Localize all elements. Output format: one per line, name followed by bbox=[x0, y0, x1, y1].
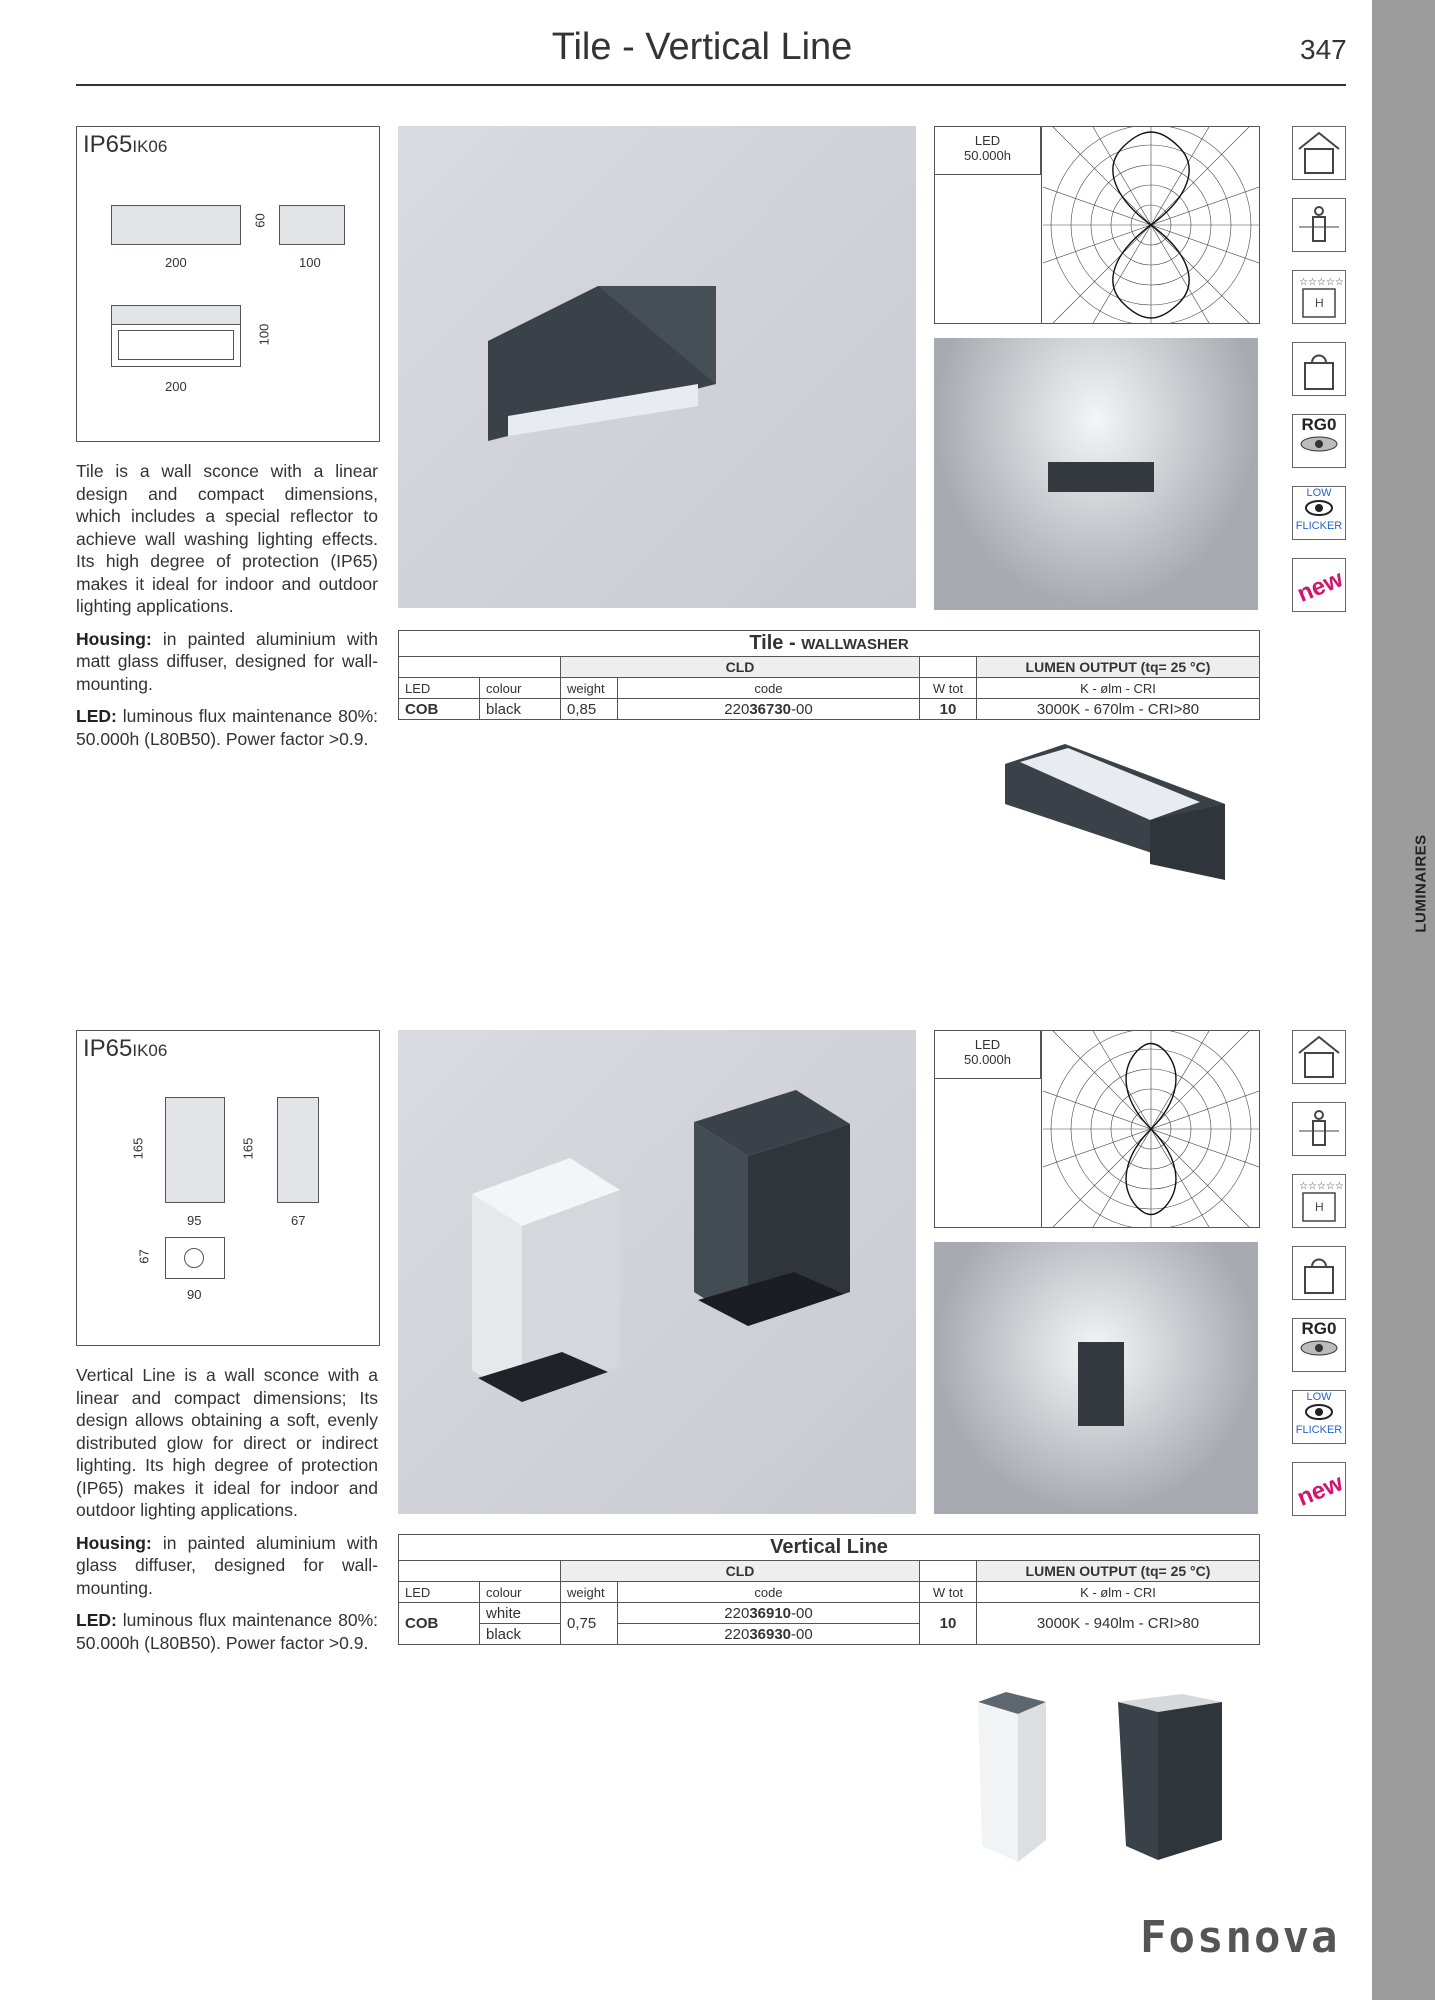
vertical-line-render bbox=[398, 1030, 916, 1514]
light-effect-photo-vertical-line bbox=[934, 1242, 1258, 1514]
side-view bbox=[277, 1097, 319, 1203]
front-view bbox=[165, 1097, 225, 1203]
dim-width: 95 bbox=[187, 1213, 202, 1228]
indoor-icon bbox=[1292, 126, 1346, 180]
dim-height: 60 bbox=[252, 213, 268, 228]
spec-table-tile bbox=[398, 630, 1260, 720]
tile-small-render bbox=[1000, 744, 1230, 880]
page-title: Tile - Vertical Line bbox=[551, 26, 853, 68]
dimension-box-tile bbox=[76, 126, 380, 442]
bottom-view bbox=[111, 305, 241, 367]
group-cld: CLD bbox=[561, 657, 920, 678]
h-k: K - ølm - CRI bbox=[977, 678, 1260, 699]
rg0-eye-icon: RG0 bbox=[1292, 414, 1346, 468]
h-wtot: W tot bbox=[920, 678, 977, 699]
low-flicker-icon: LOW FLICKER bbox=[1292, 1390, 1346, 1444]
header-rule bbox=[76, 84, 1346, 86]
table-title: Tile - WALLWASHER bbox=[399, 631, 1260, 657]
polar-grid bbox=[1043, 127, 1259, 323]
h-led: LED bbox=[399, 1582, 480, 1603]
tile-render bbox=[398, 126, 916, 608]
sidebar-band bbox=[1372, 0, 1435, 2000]
front-view bbox=[111, 205, 241, 245]
h-code: code bbox=[618, 678, 920, 699]
group-cld: CLD bbox=[561, 1561, 920, 1582]
height-person-icon bbox=[1292, 1102, 1346, 1156]
product-description: Tile is a wall sconce with a linear design and compact dimensions, which includes a special reflector to achieve wall washing lighting effects. Its high degree of protection (IP65) makes it ideal for indoor and outdoor lighting applications. Housing: in painted aluminium with matt glass diffuser, designed for wall-mounting. LED: luminous flux maintenance 80%: 50.000h (L80B50). Power factor >0.9. bbox=[76, 461, 378, 749]
polar-diagram-tile bbox=[934, 126, 1260, 324]
group-lumen: LUMEN OUTPUT (tq= 25 °C) bbox=[977, 1561, 1260, 1582]
svg-text:H: H bbox=[1315, 1200, 1324, 1214]
page-number: 347 bbox=[1300, 34, 1347, 65]
polar-diagram-vertical-line bbox=[934, 1030, 1260, 1228]
dim-depth: 67 bbox=[291, 1213, 306, 1228]
rg0-eye-icon: RG0 bbox=[1292, 1318, 1346, 1372]
h-led: LED bbox=[399, 678, 480, 699]
hotel-icon bbox=[1292, 270, 1346, 324]
shop-icon bbox=[1292, 1246, 1346, 1300]
protection-rating: IP65IK06 bbox=[83, 1035, 168, 1062]
polar-label: LED 50.000h bbox=[935, 1031, 1041, 1079]
dim-height-2: 100 bbox=[256, 323, 272, 346]
low-flicker-icon: LOW FLICKER bbox=[1292, 486, 1346, 540]
h-colour: colour bbox=[480, 678, 561, 699]
product-photo-vertical-line bbox=[398, 1030, 916, 1514]
table-row: black 22036930-00 bbox=[399, 1624, 1260, 1645]
brand-logo: Fosnova bbox=[1140, 1912, 1340, 1963]
h-wtot: W tot bbox=[920, 1582, 977, 1603]
dim-height-side: 165 bbox=[240, 1137, 256, 1160]
dim-depth: 100 bbox=[299, 255, 321, 270]
shop-icon bbox=[1292, 342, 1346, 396]
svg-text:☆☆☆☆☆: ☆☆☆☆☆ bbox=[1299, 1181, 1344, 1192]
h-weight: weight bbox=[561, 678, 618, 699]
group-lumen: LUMEN OUTPUT (tq= 25 °C) bbox=[977, 657, 1260, 678]
polar-grid bbox=[1043, 1031, 1259, 1227]
h-weight: weight bbox=[561, 1582, 618, 1603]
dimension-box-vertical-line bbox=[76, 1030, 380, 1346]
new-badge-icon: new bbox=[1292, 558, 1346, 612]
dim-depth-2: 67 bbox=[136, 1249, 152, 1264]
h-code: code bbox=[618, 1582, 920, 1603]
dim-height: 165 bbox=[130, 1137, 146, 1160]
polar-label: LED 50.000h bbox=[935, 127, 1041, 175]
table-title: Vertical Line bbox=[399, 1535, 1260, 1561]
protection-rating: IP65IK06 bbox=[83, 131, 168, 158]
bottom-view bbox=[165, 1237, 225, 1279]
h-k: K - ølm - CRI bbox=[977, 1582, 1260, 1603]
dim-width-2: 90 bbox=[187, 1287, 202, 1302]
hotel-icon bbox=[1292, 1174, 1346, 1228]
light-effect-photo-tile bbox=[934, 338, 1258, 610]
dim-width-2: 200 bbox=[165, 379, 187, 394]
table-row: COB white 0,75 22036910-00 10 3000K - 940lm - CRI>80 bbox=[399, 1603, 1260, 1624]
table-row: COB black 0,85 22036730-00 10 3000K - 670lm - CRI>80 bbox=[399, 699, 1260, 720]
new-badge-icon: new bbox=[1292, 1462, 1346, 1516]
svg-text:☆☆☆☆☆: ☆☆☆☆☆ bbox=[1299, 277, 1344, 288]
indoor-icon bbox=[1292, 1030, 1346, 1084]
lamp-shape bbox=[1078, 1342, 1124, 1426]
product-photo-tile bbox=[398, 126, 916, 608]
spec-table-vertical-line bbox=[398, 1534, 1260, 1645]
height-person-icon bbox=[1292, 198, 1346, 252]
sidebar-label: LUMINAIRES bbox=[1412, 834, 1430, 933]
side-view bbox=[279, 205, 345, 245]
dim-width: 200 bbox=[165, 255, 187, 270]
svg-text:H: H bbox=[1315, 296, 1324, 310]
h-colour: colour bbox=[480, 1582, 561, 1603]
product-description: Vertical Line is a wall sconce with a linear and compact dimensions; Its design allows obtaining a soft, evenly distributed glow for direct or indirect lighting. Its high degree of protection (IP65) makes it ideal for indoor and outdoor lighting applications. Housing: in painted aluminium with glass diffuser, designed for wall-mounting. LED: luminous flux maintenance 80%: 50.000h (L80B50). Power factor >0.9. bbox=[76, 1365, 378, 1653]
lamp-shape bbox=[1048, 462, 1154, 492]
vertical-line-small-render bbox=[970, 1690, 1230, 1866]
